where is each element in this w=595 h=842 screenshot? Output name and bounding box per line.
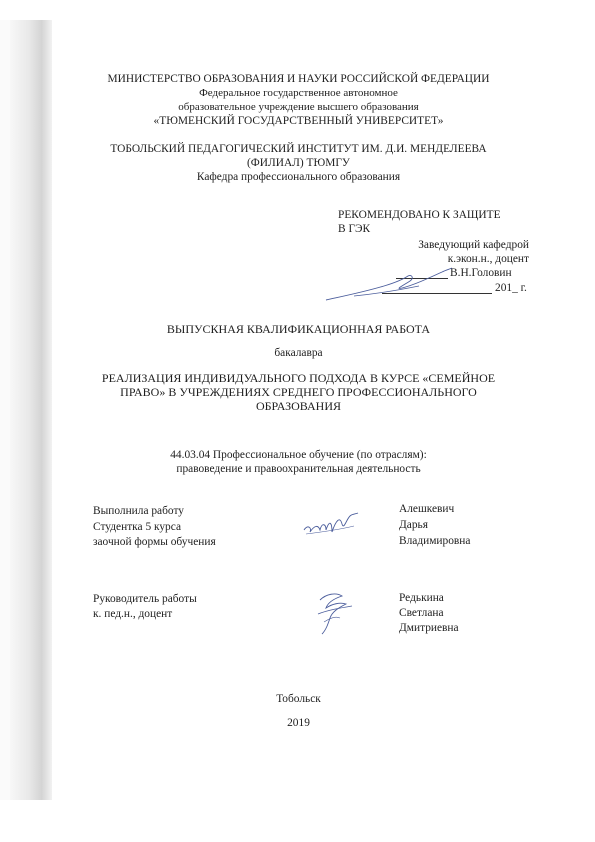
header-line-3: образовательное учреждение высшего образования bbox=[178, 101, 419, 113]
student-label-1: Выполнила работу bbox=[93, 505, 184, 517]
institute-line-1: ТОБОЛЬСКИЙ ПЕДАГОГИЧЕСКИЙ ИНСТИТУТ ИМ. Д.И. МЕНДЕЛЕЕВА bbox=[110, 143, 487, 155]
supervisor-first-name: Светлана bbox=[399, 607, 444, 619]
university-name: «ТЮМЕНСКИЙ ГОСУДАРСТВЕННЫЙ УНИВЕРСИТЕТ» bbox=[153, 115, 444, 127]
ministry-name: МИНИСТЕРСТВО ОБРАЗОВАНИЯ И НАУКИ РОССИЙСКОЙ ФЕДЕРАЦИИ bbox=[107, 73, 490, 85]
institute-line-2: (ФИЛИАЛ) ТЮМГУ bbox=[246, 157, 350, 169]
year: 2019 bbox=[287, 717, 310, 729]
city: Тобольск bbox=[276, 693, 321, 705]
approval-line-2: В ГЭК bbox=[338, 223, 371, 235]
department-name: Кафедра профессионального образования bbox=[196, 171, 401, 183]
approval-date: 201_ г. bbox=[495, 282, 527, 294]
title-page bbox=[36, 22, 561, 797]
head-degree: к.экон.н., доцент bbox=[447, 253, 529, 265]
head-name: В.Н.Головин bbox=[450, 267, 512, 279]
head-of-department-title: Заведующий кафедрой bbox=[418, 239, 529, 251]
supervisor-signature bbox=[312, 588, 356, 638]
supervisor-label-1: Руководитель работы bbox=[93, 593, 197, 605]
specialty-line-2: правоведение и правоохранительная деятельность bbox=[176, 463, 421, 475]
work-title-line-1: РЕАЛИЗАЦИЯ ИНДИВИДУАЛЬНОГО ПОДХОДА В КУРСЕ «СЕМЕЙНОЕ bbox=[101, 371, 496, 385]
student-signature bbox=[302, 510, 360, 540]
head-signature bbox=[324, 264, 454, 306]
student-label-3: заочной формы обучения bbox=[93, 536, 216, 548]
student-patronymic: Владимировна bbox=[399, 535, 471, 547]
specialty-line-1: 44.03.04 Профессиональное обучение (по отраслям): bbox=[170, 449, 427, 461]
work-title-line-3: ОБРАЗОВАНИЯ bbox=[256, 399, 341, 413]
work-level: бакалавра bbox=[274, 347, 323, 359]
header-line-2: Федеральное государственное автономное bbox=[199, 87, 398, 99]
student-surname: Алешкевич bbox=[399, 503, 455, 515]
student-first-name: Дарья bbox=[399, 519, 428, 531]
supervisor-label-2: к. пед.н., доцент bbox=[93, 608, 173, 620]
supervisor-surname: Редькина bbox=[399, 592, 444, 604]
work-title-line-2: ПРАВО» В УЧРЕЖДЕНИЯХ СРЕДНЕГО ПРОФЕССИОНАЛЬНОГО bbox=[120, 385, 477, 399]
scan-edge-highlight bbox=[0, 20, 10, 800]
student-label-2: Студентка 5 курса bbox=[93, 521, 181, 533]
approval-line-1: РЕКОМЕНДОВАНО К ЗАЩИТЕ bbox=[338, 209, 501, 221]
supervisor-patronymic: Дмитриевна bbox=[399, 622, 459, 634]
work-type: ВЫПУСКНАЯ КВАЛИФИКАЦИОННАЯ РАБОТА bbox=[166, 322, 431, 336]
